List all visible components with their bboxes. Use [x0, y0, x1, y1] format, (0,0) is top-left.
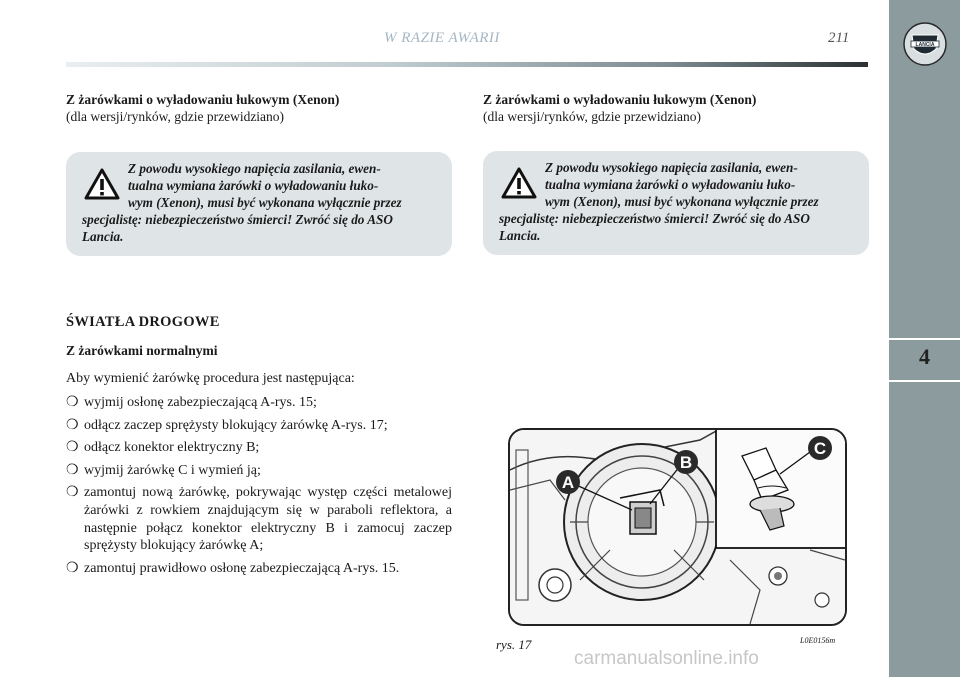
figure-caption: rys. 17	[496, 637, 532, 652]
left-subhead-note: (dla wersji/rynków, gdzie przewidziano)	[66, 109, 285, 124]
warning-line: specjalistę: niebezpieczeństwo śmierci! Zwróć się do ASO	[82, 212, 393, 227]
warning-line: Lancia.	[499, 228, 541, 243]
list-item	[66, 439, 452, 457]
warning-line: wym (Xenon), musi być wykonana wyłącznie przez	[128, 195, 402, 210]
step-text: zamontuj prawidłowo osłonę zabezpieczającą A-rys. 15.	[84, 560, 400, 576]
callout-label-b: B	[679, 453, 693, 472]
left-subhead-title: Z żarówkami o wyładowaniu łukowym (Xenon)	[66, 92, 340, 107]
headlight-illustration	[508, 428, 847, 626]
step-text: odłącz zaczep sprężysty blokujący żarówkę A-rys. 17;	[84, 417, 388, 433]
procedure-intro: Aby wymienić żarówkę procedura jest następująca:	[66, 371, 355, 386]
bullet-circle-icon: ❍	[66, 417, 79, 433]
list-item	[66, 394, 452, 412]
watermark: carmanualsonline.info	[574, 648, 759, 669]
page-number: 211	[828, 30, 850, 46]
chapter-number: 4	[919, 344, 930, 369]
callout-label-a: A	[561, 473, 575, 492]
warning-line: Z powodu wysokiego napięcia zasilania, ewen-	[545, 160, 798, 175]
right-subhead	[483, 91, 756, 125]
headlight-drawing	[510, 430, 845, 624]
left-subhead	[66, 91, 339, 125]
warning-line: specjalistę: niebezpieczeństwo śmierci! Zwróć się do ASO	[499, 211, 810, 226]
bullet-circle-icon: ❍	[66, 485, 79, 501]
bullet-circle-icon: ❍	[66, 440, 79, 456]
warning-text	[82, 160, 438, 245]
bullet-circle-icon: ❍	[66, 395, 79, 410]
warning-text	[499, 159, 855, 244]
bullet-circle-icon: ❍	[66, 462, 79, 478]
right-subhead-title: Z żarówkami o wyładowaniu łukowym (Xenon)	[483, 92, 757, 107]
figure-code: L0E0156m	[800, 636, 836, 645]
header-rule	[66, 62, 868, 67]
left-warning-box	[66, 152, 452, 256]
step-text: zamontuj nową żarówkę, pokrywając występ części metalowej żarówki z rowkiem znajdującym się w paraboli reflektora, a następnie połącz konektor elektryczny B i zamocuj zaczep sprężysty blokujący żarówkę A;	[84, 485, 452, 554]
lancia-logo-icon	[903, 22, 947, 66]
warning-line: Z powodu wysokiego napięcia zasilania, ewen-	[128, 161, 381, 176]
right-subhead-note: (dla wersji/rynków, gdzie przewidziano)	[483, 109, 702, 124]
step-text: wyjmij żarówkę C i wymień ją;	[84, 462, 261, 478]
list-item	[66, 462, 452, 480]
right-warning-box	[483, 151, 869, 255]
section-subtitle: Z żarówkami normalnymi	[66, 343, 218, 358]
list-item	[66, 417, 452, 435]
list-item	[66, 560, 452, 578]
page-header-title: W RAZIE AWARII	[384, 30, 500, 46]
section-title: ŚWIATŁA DROGOWE	[66, 314, 220, 330]
procedure-steps	[66, 394, 452, 582]
step-text: wyjmij osłonę zabezpieczającą A-rys. 15;	[84, 395, 317, 410]
callout-label-c: C	[813, 439, 827, 458]
step-text: odłącz konektor elektryczny B;	[84, 440, 260, 456]
warning-line: tualna wymiana żarówki o wyładowaniu łuko-	[545, 177, 796, 192]
warning-line: wym (Xenon), musi być wykonana wyłącznie przez	[545, 194, 819, 209]
list-item	[66, 484, 452, 554]
logo-wordmark: LANCIA	[915, 42, 935, 48]
sidebar-divider	[889, 380, 960, 382]
warning-line: tualna wymiana żarówki o wyładowaniu łuko-	[128, 178, 379, 193]
sidebar-divider	[889, 338, 960, 340]
warning-line: Lancia.	[82, 229, 124, 244]
bullet-circle-icon: ❍	[66, 560, 79, 576]
